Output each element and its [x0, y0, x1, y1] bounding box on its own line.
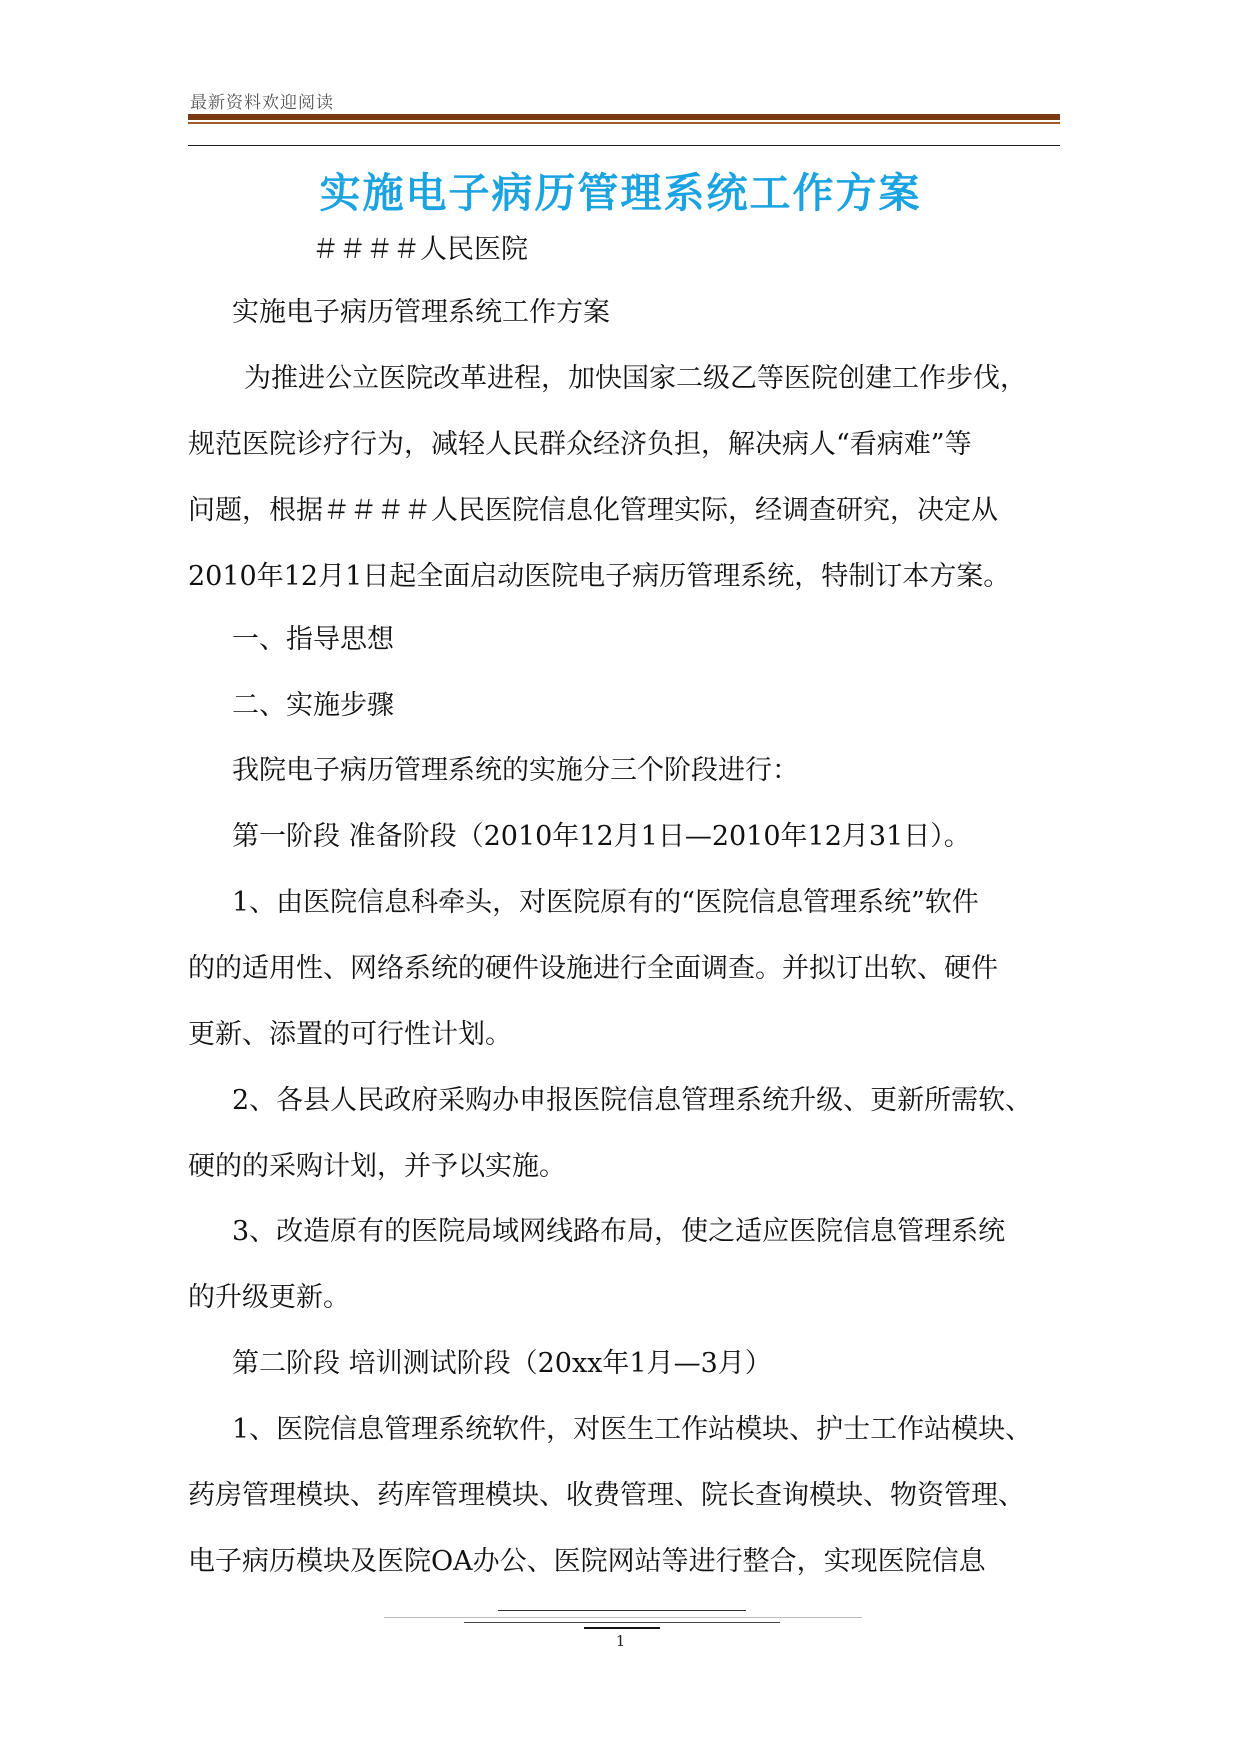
body-line: 我院电子病历管理系统的实施分三个阶段进行：: [232, 755, 799, 786]
body-line: 为推进公立医院改革进程，加快国家二级乙等医院创建工作步伐，: [244, 363, 1027, 394]
body-line: 2010年12月1日起全面启动医院电子病历管理系统，特制订本方案。: [188, 561, 1011, 592]
body-line: 规范医院诊疗行为，减轻人民群众经济负担，解决病人“看病难”等: [188, 429, 972, 460]
page-header-text: 最新资料欢迎阅读: [190, 93, 334, 113]
header-rule-thick: [188, 114, 1060, 120]
body-line: 硬的的采购计划，并予以实施。: [188, 1151, 566, 1182]
header-rule-thin: [188, 145, 1060, 146]
hospital-name: ＃＃＃＃人民医院: [312, 234, 528, 265]
body-line: 1、医院信息管理系统软件，对医生工作站模块、护士工作站模块、: [232, 1414, 1033, 1445]
body-line: 问题，根据＃＃＃＃人民医院信息化管理实际，经调查研究，决定从: [188, 495, 998, 526]
section-heading: 一、指导思想: [232, 624, 394, 655]
footer-rule: [464, 1622, 780, 1623]
body-line: 的升级更新。: [188, 1282, 350, 1313]
body-line: 电子病历模块及医院OA办公、医院网站等进行整合，实现医院信息: [188, 1546, 986, 1577]
footer-rule: [584, 1627, 660, 1629]
footer-rule: [384, 1617, 862, 1618]
body-line: 2、各县人民政府采购办申报医院信息管理系统升级、更新所需软、: [232, 1085, 1033, 1116]
body-line: 1、由医院信息科牵头，对医院原有的“医院信息管理系统”软件: [232, 887, 979, 918]
document-title: 实施电子病历管理系统工作方案: [319, 169, 922, 217]
subtitle: 实施电子病历管理系统工作方案: [232, 297, 610, 328]
body-line: 的的适用性、网络系统的硬件设施进行全面调查。并拟订出软、硬件: [188, 953, 998, 984]
body-line: 更新、添置的可行性计划。: [188, 1019, 512, 1050]
body-line: 3、改造原有的医院局域网线路布局，使之适应医院信息管理系统: [232, 1216, 1006, 1247]
footer-rule: [498, 1610, 746, 1611]
phase-heading: 第二阶段 培训测试阶段（20xx年1月—3月）: [232, 1348, 772, 1379]
page-number: 1: [615, 1632, 626, 1650]
header-rule-mid: [188, 122, 1060, 124]
body-line: 药房管理模块、药库管理模块、收费管理、院长查询模块、物资管理、: [188, 1480, 1025, 1511]
phase-heading: 第一阶段 准备阶段（2010年12月1日—2010年12月31日）。: [232, 821, 971, 852]
section-heading: 二、实施步骤: [232, 690, 394, 721]
